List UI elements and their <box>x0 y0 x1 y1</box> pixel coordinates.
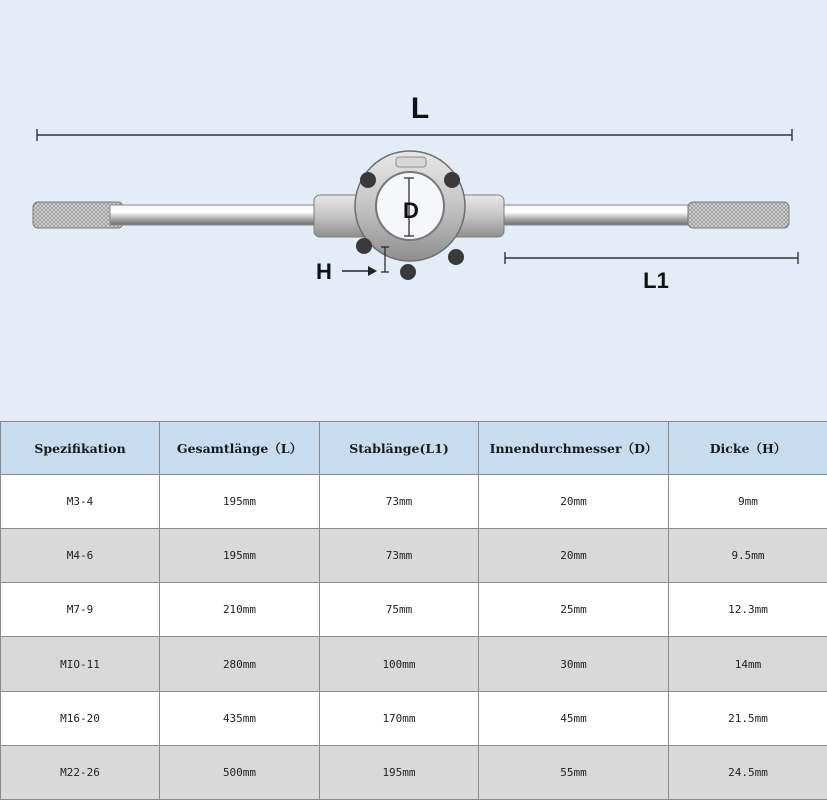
header-gesamtlaenge: Gesamtlänge（L） <box>160 422 320 475</box>
cell-spezifikation: M22-26 <box>1 745 160 799</box>
cell-stablaenge: 75mm <box>320 583 479 637</box>
cell-dicke: 9mm <box>669 475 827 529</box>
header-innendurchmesser: Innendurchmesser（D） <box>479 422 669 475</box>
cell-dicke: 24.5mm <box>669 745 827 799</box>
cell-spezifikation: MIO-11 <box>1 637 160 691</box>
table-row <box>1 529 827 583</box>
table-row <box>1 691 827 745</box>
overall-length-dimension <box>37 92 792 141</box>
table-row <box>1 583 827 637</box>
cell-dicke: 12.3mm <box>669 583 827 637</box>
cell-innendurchmesser: 55mm <box>479 745 669 799</box>
header-dicke: Dicke（H） <box>669 422 827 475</box>
specification-table <box>0 421 827 800</box>
cell-innendurchmesser: 45mm <box>479 691 669 745</box>
cell-stablaenge: 73mm <box>320 475 479 529</box>
cell-spezifikation: M3-4 <box>1 475 160 529</box>
cell-gesamtlaenge: 195mm <box>160 529 320 583</box>
cell-innendurchmesser: 25mm <box>479 583 669 637</box>
header-stablaenge: Stablänge(L1) <box>320 422 479 475</box>
table-header-row <box>1 422 827 475</box>
cell-stablaenge: 73mm <box>320 529 479 583</box>
thickness-dimension <box>316 247 389 284</box>
cell-gesamtlaenge: 195mm <box>160 475 320 529</box>
table-row <box>1 475 827 529</box>
cell-spezifikation: M4-6 <box>1 529 160 583</box>
cell-dicke: 9.5mm <box>669 529 827 583</box>
cell-innendurchmesser: 30mm <box>479 637 669 691</box>
cell-dicke: 21.5mm <box>669 691 827 745</box>
cell-innendurchmesser: 20mm <box>479 529 669 583</box>
cell-gesamtlaenge: 435mm <box>160 691 320 745</box>
inner-diameter-label: D <box>403 198 419 223</box>
cell-stablaenge: 100mm <box>320 637 479 691</box>
cell-gesamtlaenge: 500mm <box>160 745 320 799</box>
cell-dicke: 14mm <box>669 637 827 691</box>
cell-spezifikation: M7-9 <box>1 583 160 637</box>
cell-stablaenge: 170mm <box>320 691 479 745</box>
table-row <box>1 745 827 799</box>
arrow-right-icon <box>342 266 377 276</box>
thickness-label: H <box>316 259 332 284</box>
cell-innendurchmesser: 20mm <box>479 475 669 529</box>
cell-spezifikation: M16-20 <box>1 691 160 745</box>
cell-gesamtlaenge: 280mm <box>160 637 320 691</box>
header-spezifikation: Spezifikation <box>1 422 160 475</box>
cell-gesamtlaenge: 210mm <box>160 583 320 637</box>
bar-length-label: L1 <box>643 268 669 293</box>
bar-length-dimension <box>505 252 798 293</box>
table-row <box>1 637 827 691</box>
cell-stablaenge: 195mm <box>320 745 479 799</box>
overall-length-label: L <box>410 92 430 125</box>
